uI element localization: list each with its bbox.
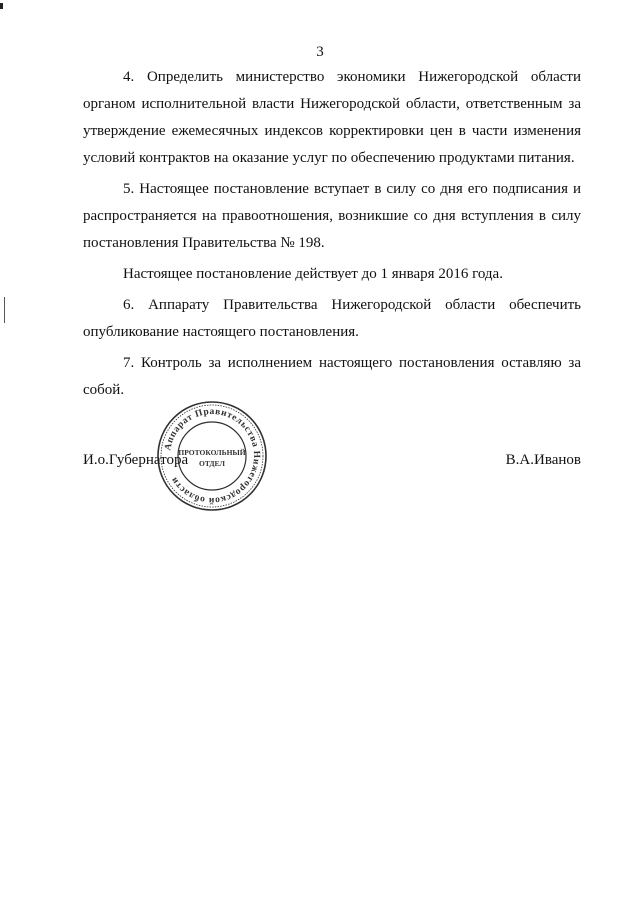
paragraph-item-4: 4. Определить министерство экономики Нижегородской области органом исполнительной власти Нижегородской области, ответственным за утверждение ежемесячных индексов корректировки цен в части изменения условий контрактов на оказание услуг по обеспечению продуктами питания. [83,69,581,166]
stamp-ring-text: Аппарат Правительства Нижегородской области [163,406,262,506]
paragraph-item-7: 7. Контроль за исполнением настоящего постановления оставляю за собой. [83,355,581,398]
paragraph-validity: Настоящее постановление действует до 1 января 2016 года. [123,266,503,282]
official-stamp [156,400,268,512]
scan-edge-line [4,297,5,323]
page-number: 3 [316,44,324,60]
scan-edge-mark [0,3,3,9]
paragraph-item-6: 6. Аппарату Правительства Нижегородской области обеспечить опубликование настоящего постановления. [83,297,581,340]
stamp-center-line-2: ОТДЕЛ [198,459,226,468]
signatory-name: В.А.Иванов [505,452,581,468]
signatory-title: И.о.Губернатора [83,452,189,468]
stamp-center-line-1: ПРОТОКОЛЬНЫЙ [178,448,246,457]
paragraph-item-5: 5. Настоящее постановление вступает в силу со дня его подписания и распространяется на правоотношения, возникшие со дня вступления в силу постановления Правительства № 198. [83,181,581,251]
document-body [83,64,581,404]
